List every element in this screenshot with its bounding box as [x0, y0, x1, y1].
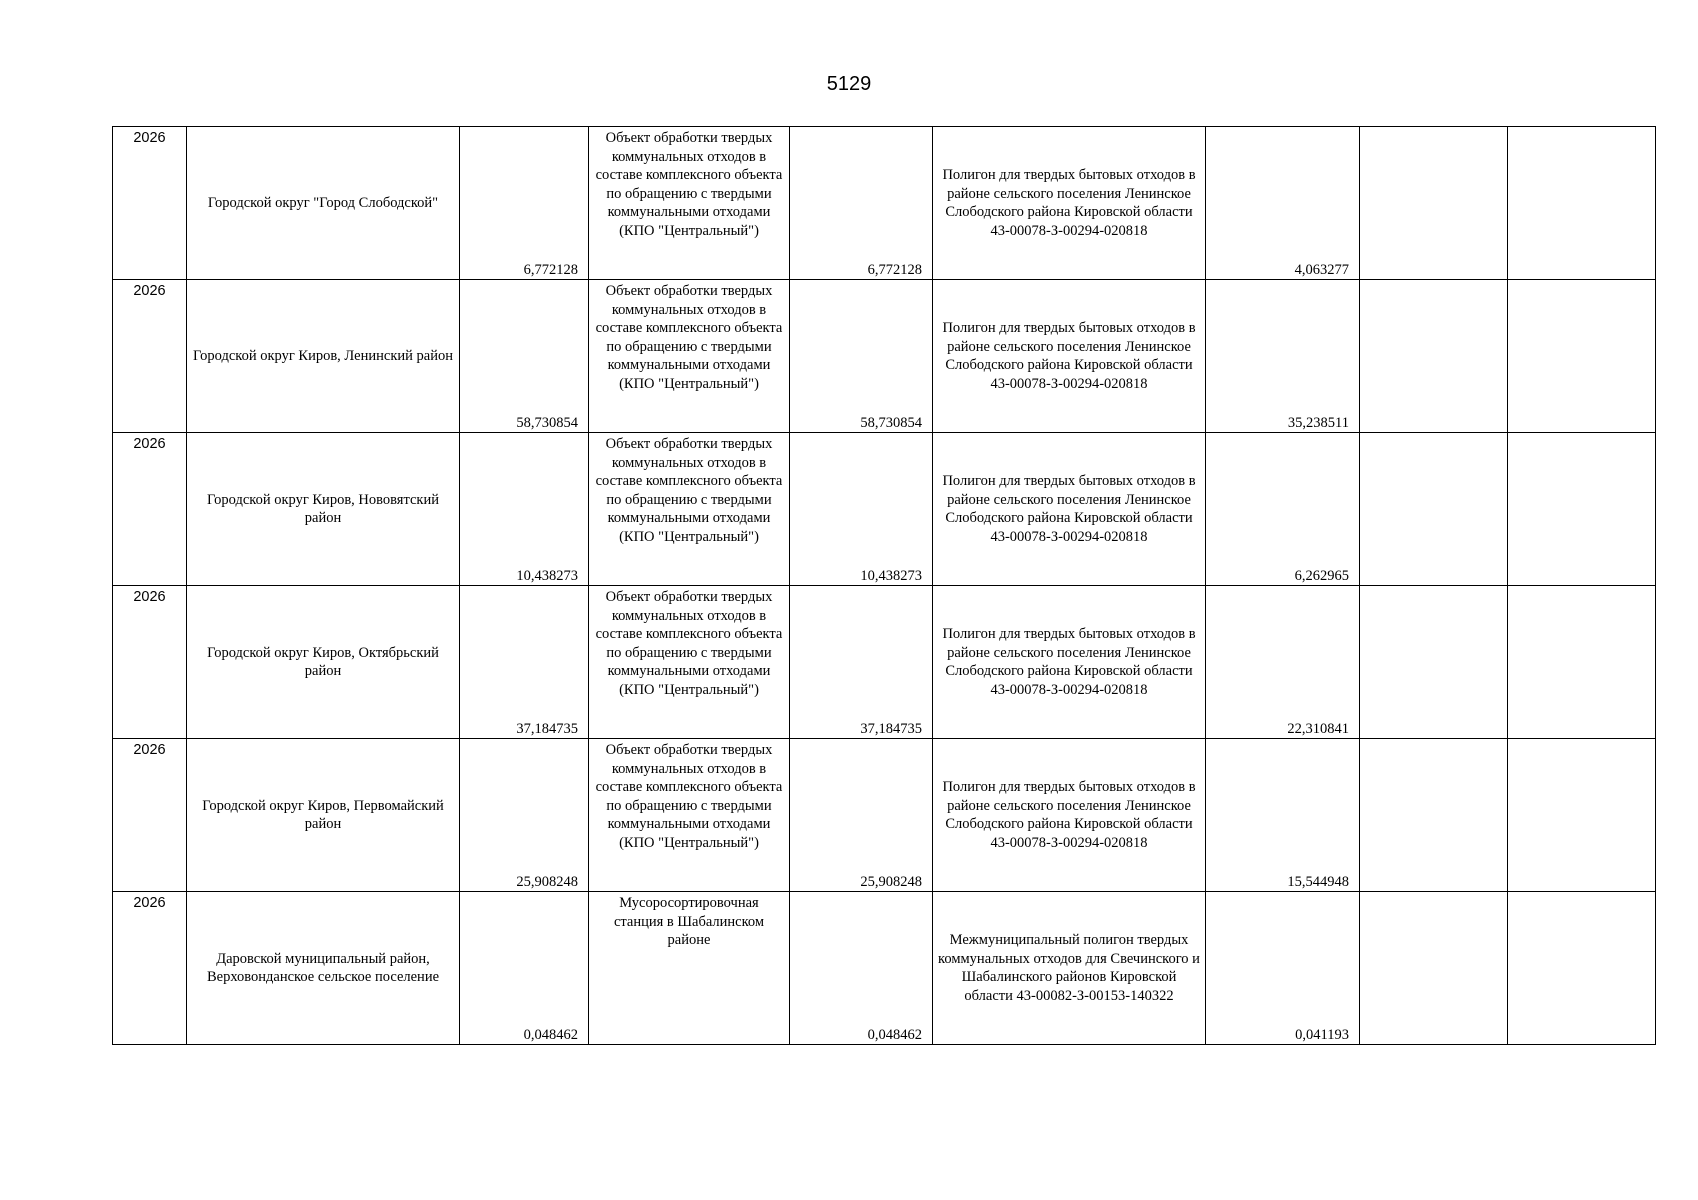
territory-cell: Городской округ Киров, Первомайский район — [187, 739, 460, 892]
empty-cell — [1360, 127, 1508, 280]
processing-object-cell: Объект обработки твердых коммунальных отходов в составе комплексного объекта по обращению с твердыми коммунальными отходами (КПО "Центральный") — [589, 739, 790, 892]
volume-generated-cell: 10,438273 — [460, 433, 589, 586]
table-row — [113, 892, 1656, 1045]
empty-cell — [1360, 892, 1508, 1045]
volume-generated-cell: 25,908248 — [460, 739, 589, 892]
volume-generated-cell: 0,048462 — [460, 892, 589, 1045]
volume-processed-cell: 58,730854 — [790, 280, 933, 433]
table-row — [113, 739, 1656, 892]
territory-cell: Городской округ Киров, Нововятский район — [187, 433, 460, 586]
volume-disposed-cell: 4,063277 — [1206, 127, 1360, 280]
volume-disposed-cell: 0,041193 — [1206, 892, 1360, 1045]
volume-processed-cell: 10,438273 — [790, 433, 933, 586]
empty-cell — [1508, 586, 1656, 739]
volume-generated-cell: 58,730854 — [460, 280, 589, 433]
empty-cell — [1508, 892, 1656, 1045]
volume-generated-cell: 37,184735 — [460, 586, 589, 739]
year-cell: 2026 — [113, 127, 187, 280]
empty-cell — [1360, 280, 1508, 433]
year-cell: 2026 — [113, 892, 187, 1045]
year-cell: 2026 — [113, 280, 187, 433]
empty-cell — [1508, 433, 1656, 586]
table-row — [113, 433, 1656, 586]
disposal-object-cell: Полигон для твердых бытовых отходов в районе сельского поселения Ленинское Слободского района Кировской области 43-00078-З-00294-020818 — [933, 586, 1206, 739]
disposal-object-cell: Полигон для твердых бытовых отходов в районе сельского поселения Ленинское Слободского района Кировской области 43-00078-З-00294-020818 — [933, 739, 1206, 892]
table-body — [113, 127, 1656, 1045]
volume-processed-cell: 6,772128 — [790, 127, 933, 280]
year-cell: 2026 — [113, 586, 187, 739]
volume-processed-cell: 0,048462 — [790, 892, 933, 1045]
processing-object-cell: Объект обработки твердых коммунальных отходов в составе комплексного объекта по обращению с твердыми коммунальными отходами (КПО "Центральный") — [589, 586, 790, 739]
disposal-object-cell: Межмуниципальный полигон твердых коммунальных отходов для Свечинского и Шабалинского районов Кировской области 43-00082-З-00153-140322 — [933, 892, 1206, 1045]
territory-cell: Городской округ Киров, Октябрьский район — [187, 586, 460, 739]
processing-object-cell: Объект обработки твердых коммунальных отходов в составе комплексного объекта по обращению с твердыми коммунальными отходами (КПО "Центральный") — [589, 433, 790, 586]
table-row — [113, 586, 1656, 739]
volume-disposed-cell: 15,544948 — [1206, 739, 1360, 892]
volume-processed-cell: 25,908248 — [790, 739, 933, 892]
empty-cell — [1360, 586, 1508, 739]
year-cell: 2026 — [113, 739, 187, 892]
waste-flow-table — [112, 126, 1656, 1045]
volume-disposed-cell: 22,310841 — [1206, 586, 1360, 739]
table-row — [113, 280, 1656, 433]
volume-disposed-cell: 35,238511 — [1206, 280, 1360, 433]
empty-cell — [1508, 739, 1656, 892]
territory-cell: Городской округ "Город Слободской" — [187, 127, 460, 280]
volume-disposed-cell: 6,262965 — [1206, 433, 1360, 586]
processing-object-cell: Объект обработки твердых коммунальных отходов в составе комплексного объекта по обращению с твердыми коммунальными отходами (КПО "Центральный") — [589, 280, 790, 433]
disposal-object-cell: Полигон для твердых бытовых отходов в районе сельского поселения Ленинское Слободского района Кировской области 43-00078-З-00294-020818 — [933, 280, 1206, 433]
processing-object-cell: Мусоросортировочная станция в Шабалинском районе — [589, 892, 790, 1045]
empty-cell — [1508, 280, 1656, 433]
empty-cell — [1508, 127, 1656, 280]
territory-cell: Городской округ Киров, Ленинский район — [187, 280, 460, 433]
empty-cell — [1360, 433, 1508, 586]
volume-processed-cell: 37,184735 — [790, 586, 933, 739]
volume-generated-cell: 6,772128 — [460, 127, 589, 280]
empty-cell — [1360, 739, 1508, 892]
year-cell: 2026 — [113, 433, 187, 586]
processing-object-cell: Объект обработки твердых коммунальных отходов в составе комплексного объекта по обращению с твердыми коммунальными отходами (КПО "Центральный") — [589, 127, 790, 280]
disposal-object-cell: Полигон для твердых бытовых отходов в районе сельского поселения Ленинское Слободского района Кировской области 43-00078-З-00294-020818 — [933, 127, 1206, 280]
table-row — [113, 127, 1656, 280]
page-number: 5129 — [826, 73, 872, 95]
disposal-object-cell: Полигон для твердых бытовых отходов в районе сельского поселения Ленинское Слободского района Кировской области 43-00078-З-00294-020818 — [933, 433, 1206, 586]
territory-cell: Даровской муниципальный район, Верховонданское сельское поселение — [187, 892, 460, 1045]
